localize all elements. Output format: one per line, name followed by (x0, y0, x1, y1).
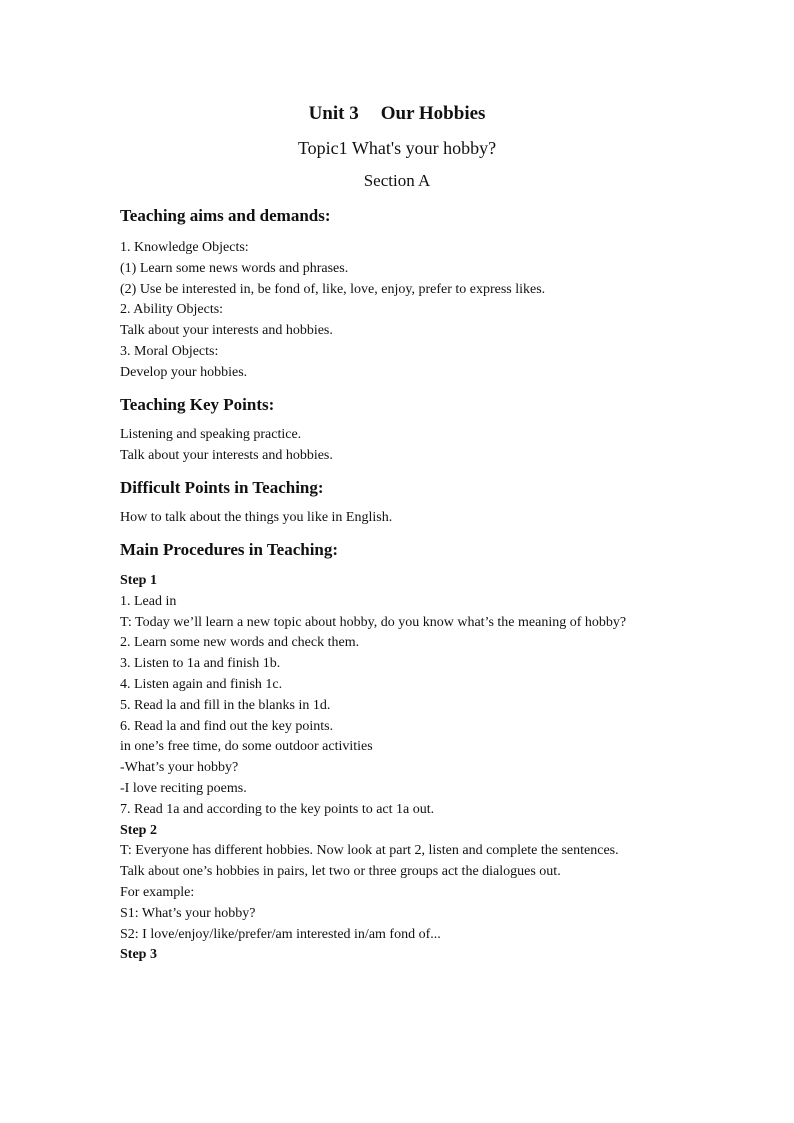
unit-title (0, 103, 794, 125)
step-2-line: T: Everyone has different hobbies. Now look at part 2, listen and complete the sentences. (120, 843, 619, 859)
aims-line: 1. Knowledge Objects: (120, 240, 249, 255)
procedures-body (120, 571, 673, 966)
step-1-line: 7. Read 1a and according to the key points to act 1a out. (120, 801, 435, 817)
step-1-line: 2. Learn some new words and check them. (120, 635, 360, 651)
key-points-list (120, 425, 673, 467)
step-2-line: S2: I love/enjoy/like/prefer/am interested in/am fond of... (120, 926, 441, 942)
step-1-line: 3. Listen to 1a and finish 1b. (120, 656, 281, 672)
aims-line: 2. Ability Objects: (120, 302, 224, 318)
topic-title: Topic1 What's your hobby? (297, 138, 497, 158)
aims-heading: Teaching aims and demands: (120, 206, 331, 225)
unit-name: Our Hobbies (380, 103, 486, 124)
step-1-line: 4. Listen again and finish 1c. (120, 676, 283, 692)
step-1-line: T: Today we’ll learn a new topic about hobby, do you know what’s the meaning of hobby? (120, 614, 627, 630)
step-3-label: Step 3 (120, 947, 157, 963)
aims-list (120, 238, 673, 384)
step-2-line: S1: What’s your hobby? (120, 905, 256, 921)
aims-line: (1) Learn some news words and phrases. (120, 260, 349, 276)
difficult-points-line: How to talk about the things you like in English. (120, 510, 393, 525)
aims-line: (2) Use be interested in, be fond of, like, love, enjoy, prefer to express likes. (120, 281, 546, 297)
aims-line: 3. Moral Objects: (120, 343, 219, 359)
difficult-points-list (120, 508, 673, 529)
key-points-heading: Teaching Key Points: (120, 395, 275, 414)
step-1-label: Step 1 (120, 573, 157, 588)
step-1-line: -What’s your hobby? (120, 760, 239, 776)
section-title: Section A (363, 171, 431, 190)
step-1-line: 6. Read la and find out the key points. (120, 718, 334, 734)
step-2-line: Talk about one’s hobbies in pairs, let two or three groups act the dialogues out. (120, 864, 561, 880)
unit-number: Unit 3 (308, 103, 359, 124)
key-points-line: Talk about your interests and hobbies. (120, 447, 333, 463)
aims-line: Develop your hobbies. (120, 364, 248, 380)
difficult-points-heading: Difficult Points in Teaching: (120, 478, 324, 497)
step-1-line: in one’s free time, do some outdoor activities (120, 739, 373, 755)
step-2-label: Step 2 (120, 822, 157, 838)
aims-line: Talk about your interests and hobbies. (120, 323, 333, 339)
procedures-heading: Main Procedures in Teaching: (120, 540, 339, 559)
step-1-line: 1. Lead in (120, 593, 177, 609)
step-1-line: -I love reciting poems. (120, 780, 247, 796)
key-points-line: Listening and speaking practice. (120, 427, 302, 442)
step-2-line: For example: (120, 884, 195, 900)
step-1-line: 5. Read la and fill in the blanks in 1d. (120, 697, 331, 713)
